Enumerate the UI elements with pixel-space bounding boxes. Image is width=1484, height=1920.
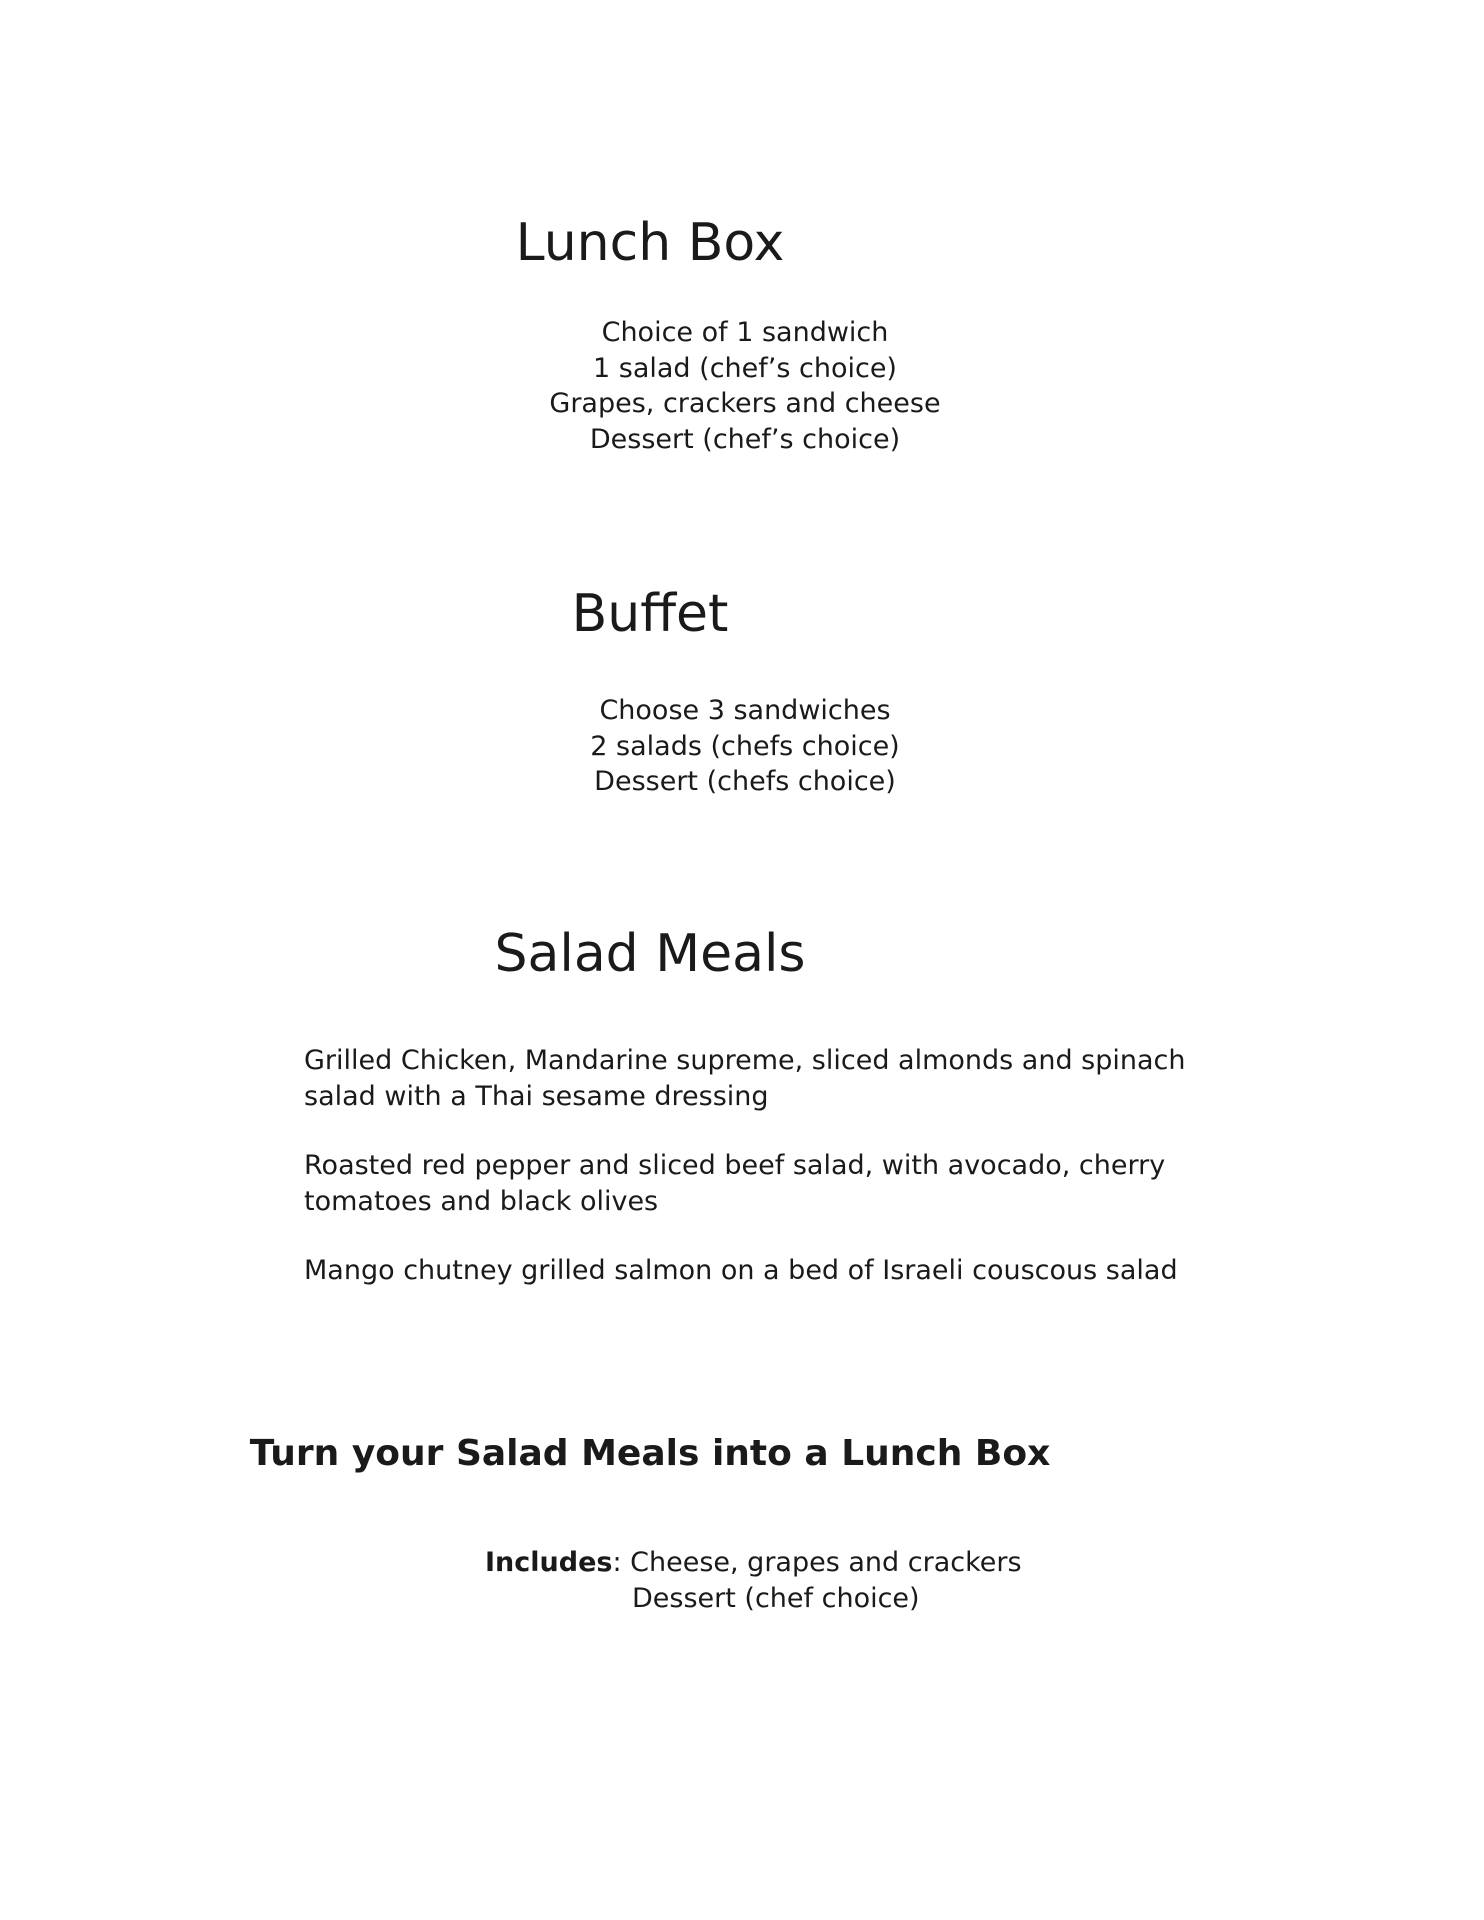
list-item: 2 salads (chefs choice) — [590, 730, 900, 762]
includes-line-1: Cheese, grapes and crackers — [630, 1547, 1022, 1578]
includes-block — [485, 1545, 1022, 1616]
lunch-box-heading: Lunch Box — [515, 213, 785, 273]
salad-meals-heading: Salad Meals — [494, 924, 806, 984]
salad-meals-items — [304, 1043, 1304, 1323]
list-item: Grilled Chicken, Mandarine supreme, sliced almonds and spinach salad with a Thai sesame dressing — [304, 1045, 1186, 1112]
includes-label: Includes — [485, 1547, 613, 1578]
list-item: Roasted red pepper and sliced beef salad, with avocado, cherry tomatoes and black olives — [304, 1150, 1166, 1217]
includes-line-2: Dessert (chef choice) — [632, 1582, 920, 1614]
list-item: Dessert (chefs choice) — [594, 766, 896, 797]
list-item: 1 salad (chef’s choice) — [593, 352, 897, 384]
list-item: Mango chutney grilled salmon on a bed of Israeli couscous salad — [304, 1255, 1178, 1286]
list-item: Grapes, crackers and cheese — [549, 388, 941, 419]
buffet-heading: Buffet — [571, 584, 729, 644]
buffet-items — [545, 693, 945, 800]
list-item: Choose 3 sandwiches — [599, 695, 891, 726]
list-item: Choice of 1 sandwich — [601, 317, 889, 348]
lunch-box-items — [545, 315, 945, 457]
includes-row — [485, 1545, 1022, 1581]
includes-separator: : — [612, 1547, 631, 1578]
upgrade-heading: Turn your Salad Meals into a Lunch Box — [249, 1433, 1051, 1474]
list-item: Dessert (chef’s choice) — [589, 423, 901, 455]
